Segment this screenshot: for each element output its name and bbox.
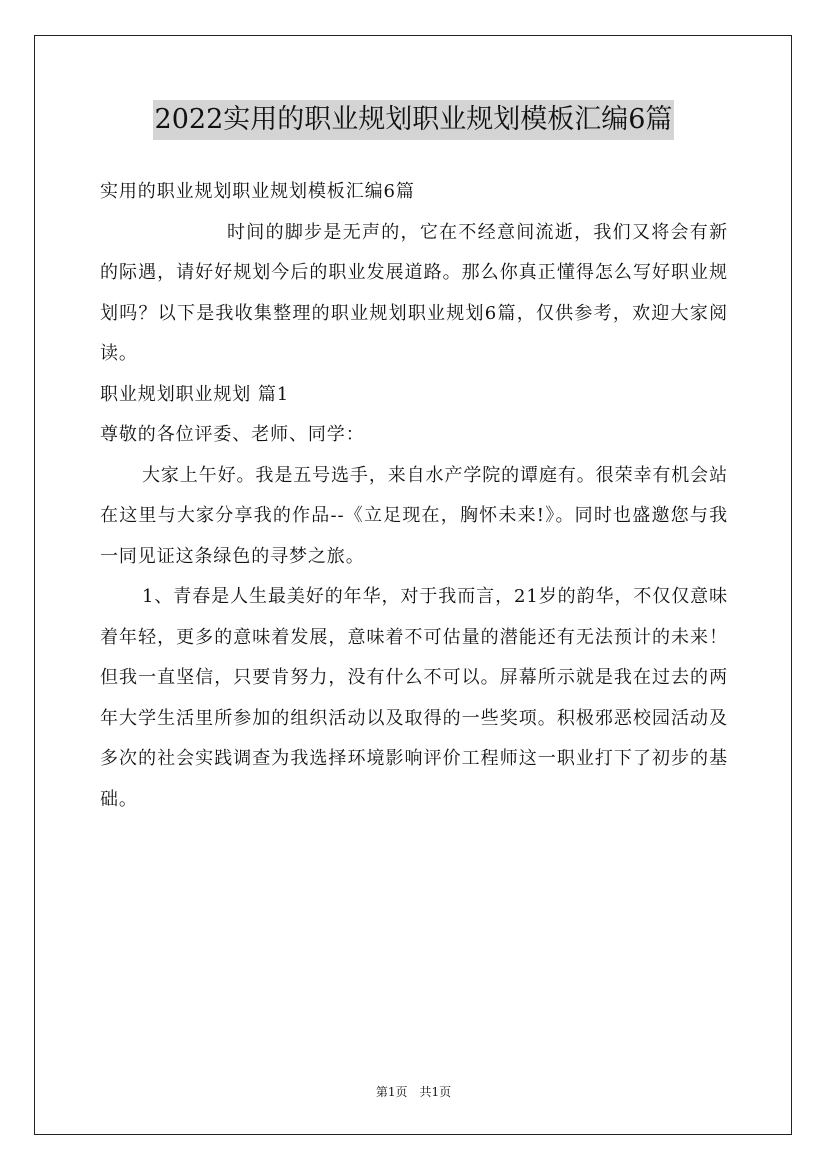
title-wrap — [0, 100, 827, 140]
document-title: 2022实用的职业规划职业规划模板汇编6篇 — [153, 100, 675, 140]
document-body — [100, 172, 728, 820]
greeting-paragraph: 大家上午好。我是五号选手，来自水产学院的谭庭有。很荣幸有机会站在这里与大家分享我的作品--《立足现在，胸怀未来!》。同时也盛邀您与我一同见证这条绿色的寻梦之旅。 — [100, 464, 728, 567]
salutation-paragraph: 尊敬的各位评委、老师、同学： — [100, 424, 365, 445]
section-heading: 职业规划职业规划 篇1 — [100, 383, 290, 405]
intro-paragraph: 时间的脚步是无声的，它在不经意间流逝，我们又将会有新的际遇，请好好规划今后的职业发展道路。那么你真正懂得怎么写好职业规划吗？以下是我收集整理的职业规划职业规划6篇，仅供参考，欢迎大家阅读。 — [100, 221, 728, 364]
page-footer: 第1页 共1页 — [375, 1085, 452, 1099]
subtitle-paragraph: 实用的职业规划职业规划模板汇编6篇 — [100, 181, 415, 202]
body-paragraph-1: 1、青春是人生最美好的年华，对于我而言，21岁的韵华，不仅仅意味着年轻，更多的意味着发展，意味着不可估量的潜能还有无法预计的未来！但我一直坚信，只要肯努力，没有什么不可以。屏幕所示就是我在过去的两年大学生活里所参加的组织活动以及取得的一些奖项。积极邪恶校园活动及多次的社会实践调查为我选择环境影响评价工程师这一职业打下了初步的基础。 — [100, 586, 728, 810]
